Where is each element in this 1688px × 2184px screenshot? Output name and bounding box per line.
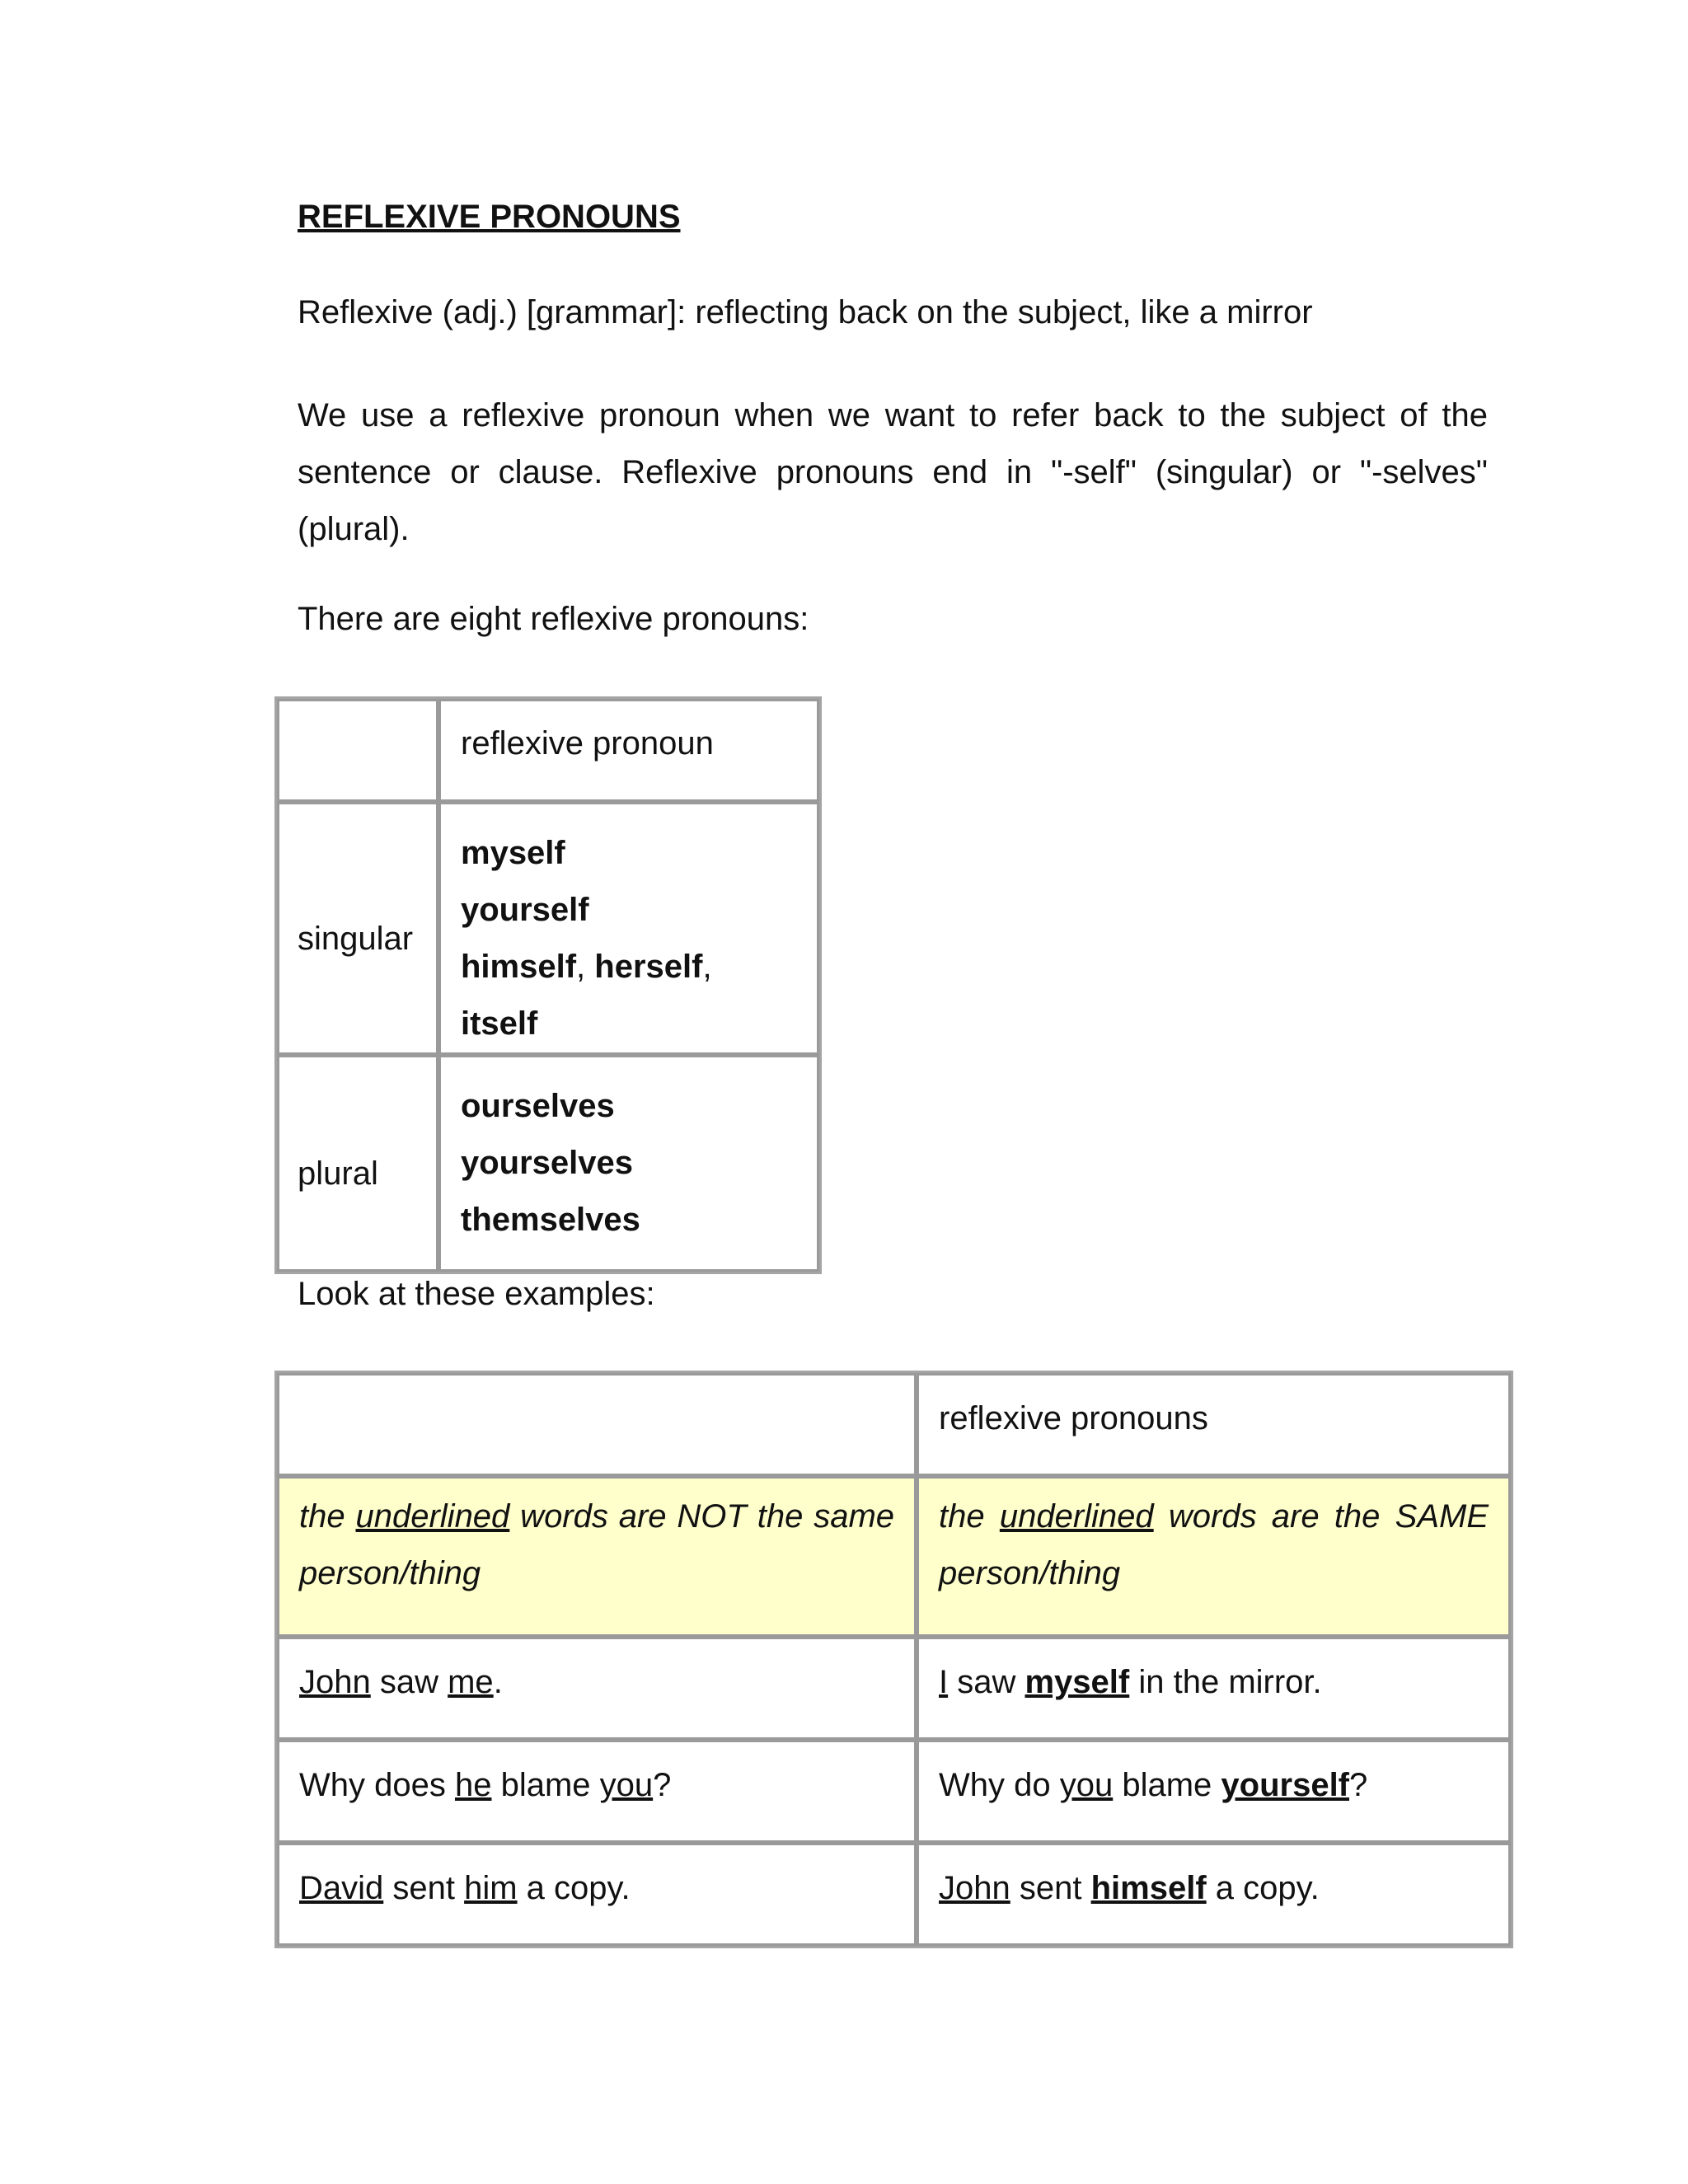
count-line: There are eight reflexive pronouns: (298, 601, 809, 637)
intro-paragraph: We use a reflexive pronoun when we want to refer back to the subject of the sentence or clause. Reflexive pronouns end in "-self" (singular) or "-selves" (plural). (298, 397, 1488, 547)
table-row (277, 802, 819, 1055)
example-right-cell: I saw myself in the mirror. (917, 1637, 1511, 1740)
table-row (277, 1637, 1511, 1740)
pronoun-myself: myself (461, 835, 565, 871)
note-left-cell: the underlined words are NOT the same person/thing (277, 1476, 917, 1637)
example-left-cell: John saw me. (277, 1637, 917, 1740)
pronoun-yourselves: yourselves (461, 1145, 634, 1181)
examples-table (274, 1371, 1513, 1948)
singular-label: singular (277, 802, 438, 1055)
example-right-cell: John sent himself a copy. (917, 1843, 1511, 1946)
separator: , (702, 949, 712, 985)
table-row (277, 1476, 1511, 1637)
pronoun-header-cell: reflexive pronoun (438, 699, 819, 802)
note-right-cell: the underlined words are the SAME person/thing (917, 1476, 1511, 1637)
singular-forms (438, 802, 819, 1055)
separator: , (576, 949, 586, 985)
example-right-cell: Why do you blame yourself? (917, 1740, 1511, 1843)
page-title: REFLEXIVE PRONOUNS (298, 199, 681, 235)
pronoun-ourselves: ourselves (461, 1088, 615, 1124)
table-row (277, 1373, 1511, 1476)
pronoun-themselves: themselves (461, 1202, 640, 1238)
table-row (277, 1740, 1511, 1843)
definition: Reflexive (adj.) [grammar]: reflecting back on the subject, like a mirror (298, 294, 1313, 330)
table-row (277, 699, 819, 802)
reflexive-header-cell: reflexive pronouns (917, 1373, 1511, 1476)
empty-header-cell (277, 699, 438, 802)
example-left-cell: David sent him a copy. (277, 1843, 917, 1946)
pronoun-itself: itself (461, 1005, 538, 1042)
examples-intro: Look at these examples: (298, 1276, 655, 1312)
plural-label: plural (277, 1055, 438, 1272)
example-left-cell: Why does he blame you? (277, 1740, 917, 1843)
pronoun-yourself: yourself (461, 892, 589, 928)
table-row (277, 1843, 1511, 1946)
plural-forms (438, 1055, 819, 1272)
pronoun-herself: herself (594, 949, 703, 985)
pronoun-himself: himself (461, 949, 577, 985)
table-row (277, 1055, 819, 1272)
reflexive-pronoun-table (274, 696, 822, 1274)
empty-header-cell (277, 1373, 917, 1476)
